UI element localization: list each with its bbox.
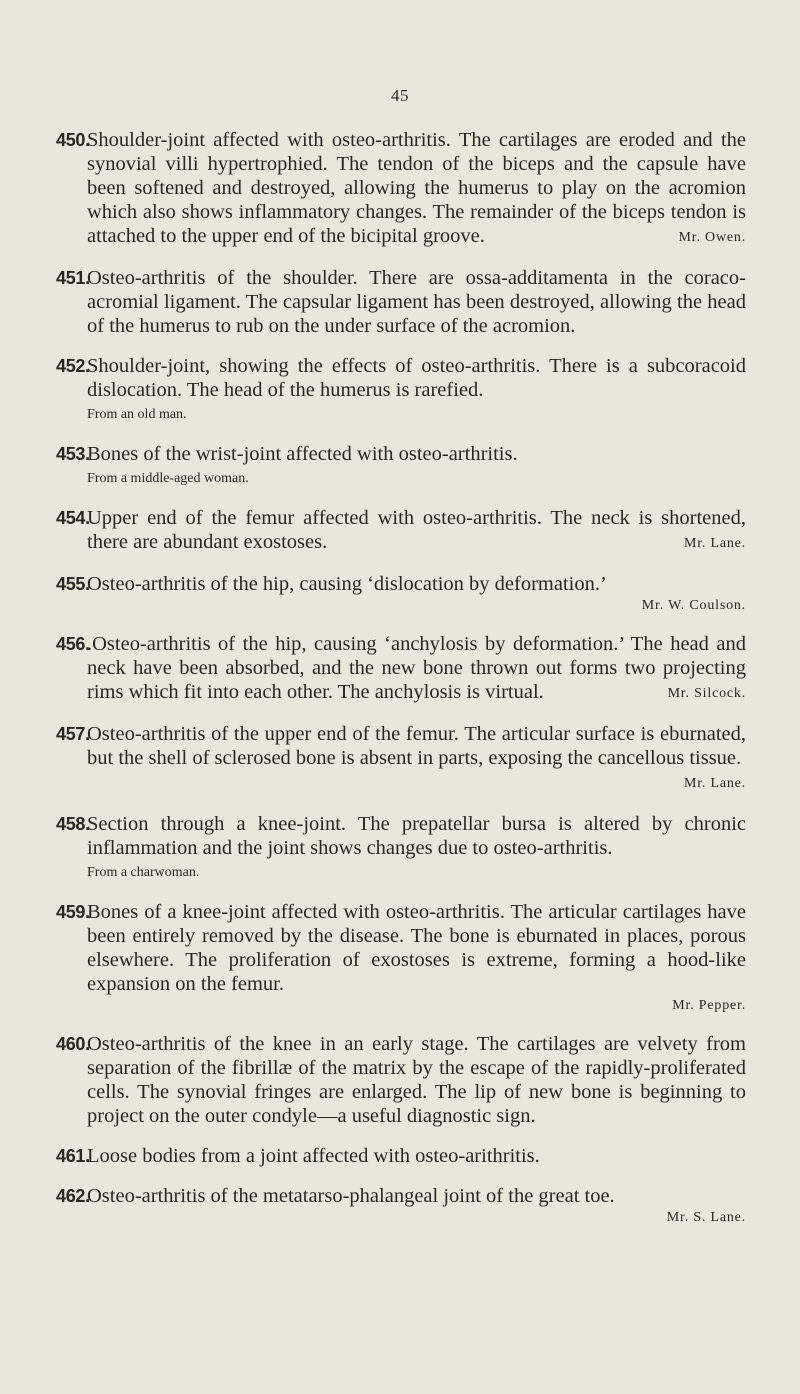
- catalogue-entry: [56, 900, 746, 1016]
- entry-number: 452.: [56, 356, 90, 376]
- catalogue-entry: [56, 506, 746, 556]
- entry-text: Osteo-arthritis of the shoulder. There are ossa-additamenta in the coraco-acromial ligament. The capsular ligament has been destroyed, allowing the head of the humerus to rub on the under surface of the acromion.: [87, 267, 746, 337]
- entry-number: 451.: [56, 268, 90, 288]
- entry-text: Bones of the wrist-joint affected with osteo-arthritis.: [87, 443, 518, 465]
- entry-text: Shoulder-joint affected with osteo-arthritis. The cartilages are eroded and the synovial villi hypertrophied. The tendon of the biceps and the capsule have been softened and destroyed, allowing the humerus to play on the acromion which also shows inflammatory changes. The remainder of the biceps tendon is attached to the upper end of the bicipital groove.: [87, 129, 746, 247]
- entry-text: Bones of a knee-joint affected with osteo-arthritis. The articular cartilages have been entirely removed by the disease. The bone is eburnated in places, porous elsewhere. The proliferation of exostoses is extreme, forming a hood-like expansion on the femur.: [87, 901, 746, 995]
- catalogue-entry: [56, 128, 746, 250]
- catalogue-entry: [56, 572, 746, 616]
- catalogue-entry: [56, 1144, 746, 1168]
- entry-attribution: Mr. Lane.: [683, 776, 746, 791]
- entry-attribution: Mr. Silcock.: [667, 686, 746, 701]
- entry-text: Section through a knee-joint. The prepatellar bursa is altered by chronic inflammation and the joint shows changes due to osteo-arthritis.: [87, 813, 746, 859]
- catalogue-entry: [56, 632, 746, 706]
- entry-attribution: Mr. Owen.: [678, 230, 746, 245]
- entry-number: 462.: [56, 1186, 90, 1206]
- entry-text: Osteo-arthritis of the upper end of the femur. The articular surface is eburnated, but the shell of sclerosed bone is absent in parts, exposing the cancellous tissue.: [87, 723, 746, 769]
- entry-text: Loose bodies from a joint affected with osteo-arithritis.: [87, 1145, 540, 1167]
- entry-number: 459.: [56, 902, 90, 922]
- entry-note: From a charwoman.: [87, 865, 200, 880]
- entry-text: Shoulder-joint, showing the effects of osteo-arthritis. There is a subcoracoid dislocation. The head of the humerus is rarefied.: [87, 355, 746, 401]
- catalogue-entry: [56, 812, 746, 884]
- catalogue-entry: [56, 266, 746, 338]
- entry-attribution: Mr. Lane.: [683, 536, 746, 551]
- catalogue-entry: [56, 1032, 746, 1128]
- entry-number: 457.: [56, 724, 90, 744]
- catalogue-entry: [56, 1184, 746, 1228]
- entry-text: .Osteo-arthritis of the hip, causing ‘anchylosis by deformation.’ The head and neck have been absorbed, and the new bone thrown out forms two projecting rims which fit into each other. The anchylosis is virtual.: [87, 633, 746, 703]
- entry-text: Osteo-arthritis of the hip, causing ‘dislocation by deformation.’: [87, 573, 607, 595]
- entry-number: 454.: [56, 508, 90, 528]
- catalogue-entry: [56, 354, 746, 426]
- entry-text: Osteo-arthritis of the metatarso-phalangeal joint of the great toe.: [87, 1185, 615, 1207]
- entry-attribution: Mr. W. Coulson.: [641, 598, 746, 613]
- entry-number: 450.: [56, 130, 90, 150]
- entry-attribution: Mr. Pepper.: [672, 998, 746, 1013]
- entry-note: From an old man.: [87, 407, 187, 422]
- entry-text: Osteo-arthritis of the knee in an early stage. The cartilages are velvety from separation of the fibrillæ of the matrix by the escape of the rapidly-proliferated cells. The synovial fringes are enlarged. The lip of new bone is beginning to project on the outer condyle—a useful diagnostic sign.: [87, 1033, 746, 1127]
- entry-number: 461.: [56, 1146, 90, 1166]
- entry-note: From a middle-aged woman.: [87, 471, 249, 486]
- entry-number: 456.: [56, 634, 90, 654]
- entry-number: 455.: [56, 574, 90, 594]
- catalogue-entry: [56, 722, 746, 796]
- page-number: 45: [391, 86, 409, 105]
- entry-number: 460.: [56, 1034, 90, 1054]
- entry-text: Upper end of the femur affected with osteo-arthritis. The neck is shortened, there are abundant exostoses.: [87, 507, 746, 553]
- entry-attribution: Mr. S. Lane.: [666, 1210, 746, 1225]
- catalogue-entry: [56, 442, 746, 490]
- entry-number: 453.: [56, 444, 90, 464]
- catalogue-entries: [56, 128, 746, 1244]
- entry-number: 458.: [56, 814, 90, 834]
